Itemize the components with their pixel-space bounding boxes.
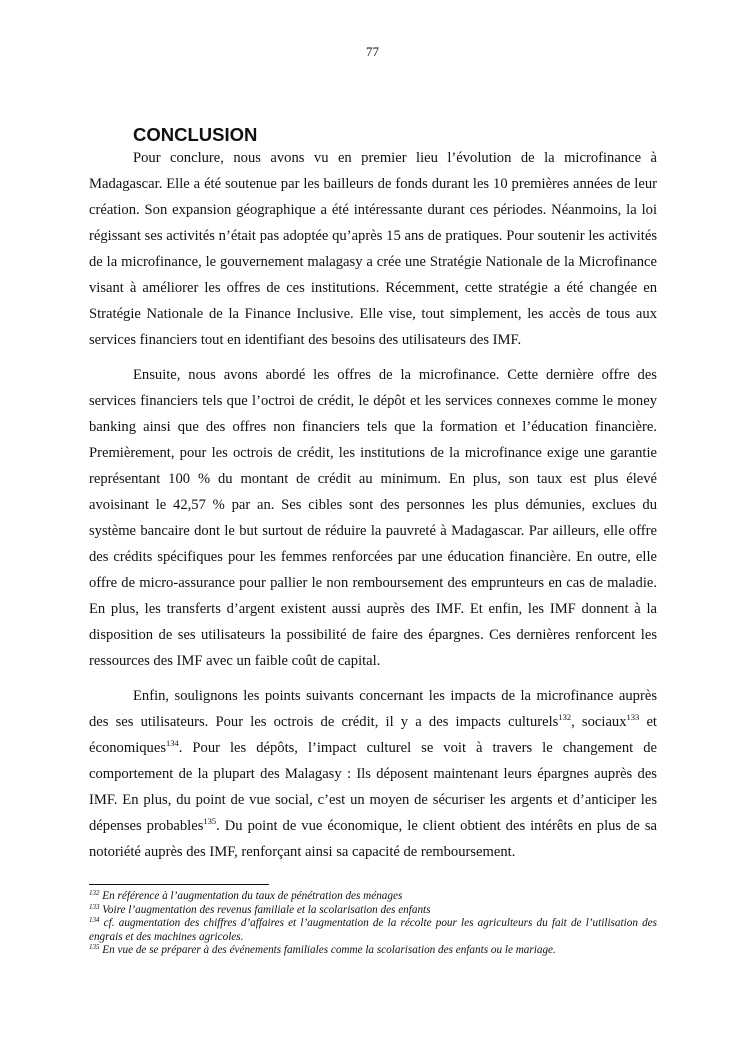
paragraph-3-text-1: Enfin, soulignons les points suivants concernant les impacts de la microfinance auprès des ses utilisateurs. Pour les octrois de crédit, il y a des impacts culturels [89, 688, 657, 730]
footnote-135 [89, 944, 657, 958]
paragraph-3-text-4: . Pour les dépôts, l’impact culturel se voit à travers le changement de comportement de la plupart des Malagasy : Ils déposent maintenant leurs épargnes auprès des IMF. En plus, du point de vue social, c’est un moyen de sécuriser les argents et d’anticiper les dépenses probables [89, 740, 657, 834]
footnote-ref-133: 133 [626, 712, 640, 722]
page-number: 77 [366, 44, 379, 59]
footnote-text: En vue de se préparer à des événements familiales comme la scolarisation des enfants ou le mariage. [99, 944, 556, 956]
paragraph-3-text-2: , sociaux [571, 714, 627, 730]
section-heading: CONCLUSION [133, 124, 258, 145]
footnote-132 [89, 890, 657, 904]
footnotes [89, 890, 657, 958]
paragraph-2: Ensuite, nous avons abordé les offres de la microfinance. Cette dernière offre des services financiers tels que l’octroi de crédit, le dépôt et les services connexes comme le money banking ainsi que des offres non financiers tels que la formation et l’éducation financière. Premièrement, pour les octrois de crédit, les institutions de la microfinance exige une garantie représentant 100 % du montant de crédit au minimum. En plus, son taux est plus élevé avoisinant le 42,57 % par an. Ses cibles sont des personnes les plus démunies, exclues du système bancaire dont le but surtout de réduire la pauvreté à Madagascar. Par ailleurs, elle offre des crédits spécifiques pour les femmes renforcées par une éducation financière. En outre, elle offre de micro-assurance pour pallier le non remboursement des emprunteurs en cas de maladie. En plus, les transferts d’argent existent aussi auprès des IMF. Et enfin, les IMF donnent à la disposition de ses utilisateurs la possibilité de faire des épargnes. Ces dernières renforcent les ressources des IMF avec un faible coût de capital. [89, 367, 657, 669]
footnote-ref-132: 132 [558, 712, 572, 722]
footnote-text: Voire l’augmentation des revenus familiale et la scolarisation des enfants [99, 903, 431, 916]
paragraph-3-text-5: . Du point de vue économique, le client obtient des intérêts en plus de sa notoriété auprès des IMF, renforçant ainsi sa capacité de remboursement. [89, 818, 657, 860]
footnote-text: En référence à l’augmentation du taux de pénétration des ménages [99, 890, 403, 902]
main-content [89, 122, 657, 865]
footnote-text: cf. augmentation des chiffres d’affaires et l’augmentation de la récolte pour les agriculteurs du fait de l’utilisation des engrais et des machines agricoles. [89, 917, 657, 943]
footnote-number: 135 [89, 943, 100, 951]
footnote-number: 134 [89, 916, 100, 924]
paragraph-3-text-3: et économiques [89, 714, 657, 756]
footnote-134 [89, 917, 657, 944]
footnote-133 [89, 904, 657, 918]
footnote-number: 133 [89, 902, 100, 911]
footnote-divider [89, 884, 269, 885]
footnote-ref-134: 134 [166, 738, 179, 748]
paragraph-3 [89, 683, 657, 865]
footnote-number: 132 [89, 889, 100, 897]
paragraph-1: Pour conclure, nous avons vu en premier lieu l’évolution de la microfinance à Madagascar. Elle a été soutenue par les bailleurs de fonds durant les 10 premières années de leur création. Son expansion géographique a été intéressante durant ces périodes. Néanmoins, la loi régissant ses activités n’était pas adoptée qu’après 15 ans de pratiques. Pour soutenir les activités de la microfinance, le gouvernement malagasy a crée une Stratégie Nationale de la Microfinance visant à améliorer les offres de ces institutions. Récemment, cette stratégie a été changée en Stratégie Nationale de la Finance Inclusive. Elle vise, tout simplement, les accès de tous aux services financiers tout en identifiant des besoins des utilisateurs des IMF. [89, 150, 657, 348]
footnote-ref-135: 135 [203, 816, 217, 826]
